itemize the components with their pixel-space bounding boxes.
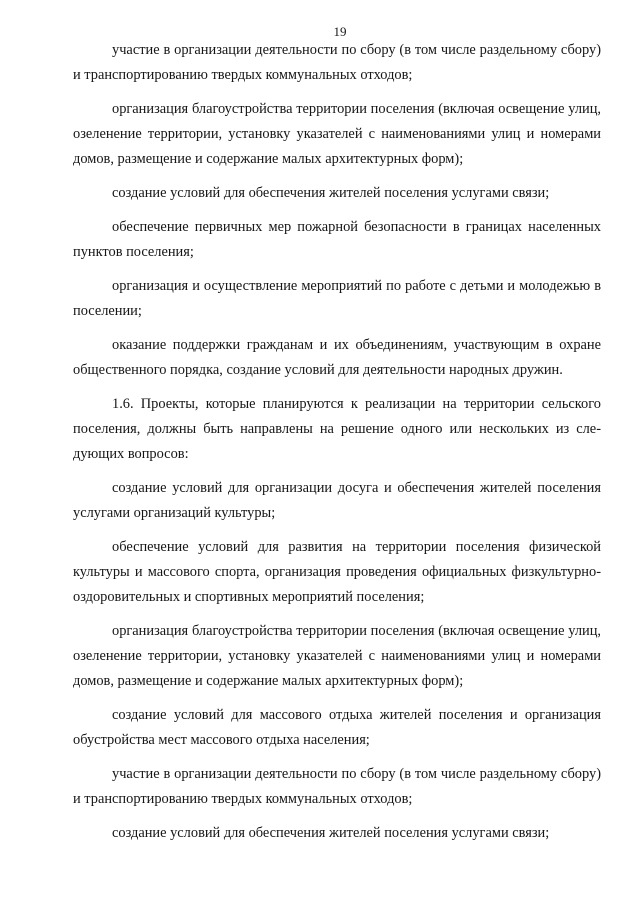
paragraph: создание условий для организации досуга и обеспечения жителей поселения услугами организаций культуры; (73, 480, 601, 521)
paragraph: оказание поддержки гражданам и их объединениям, участвующим в охране общественного порядка, создание условий для деятельности народных дружин. (73, 337, 601, 378)
paragraph: обеспечение условий для развития на территории поселения физической культуры и массового спорта, организация проведения официальных физкультурно-оздоровительных и спортивных мероприятий поселения; (73, 539, 601, 605)
paragraph: участие в организации деятельности по сбору (в том числе раздельному сбору) и транспортированию твердых коммунальных отходов; (73, 42, 601, 83)
document-body (73, 38, 601, 855)
paragraph: создание условий для обеспечения жителей поселения услугами связи; (112, 185, 550, 201)
paragraph: организация и осуществление мероприятий по работе с детьми и молодежью в поселении; (73, 278, 601, 319)
paragraph: организация благоустройства территории поселения (включая освещение улиц, озеленение территории, установку указателей с наименованиями улиц и номерами домов, размещение и содержание малых архитектурных форм); (73, 101, 601, 167)
paragraph: создание условий для обеспечения жителей поселения услугами связи; (112, 825, 550, 841)
paragraph: организация благоустройства территории поселения (включая освещение улиц, озеленение территории, установку указателей с наименованиями улиц и номерами домов, размещение и содержание малых архитектурных форм); (73, 623, 601, 689)
paragraph: обеспечение первичных мер пожарной безопасности в границах населенных пунктов поселения; (73, 219, 601, 260)
page-number: 19 (333, 24, 347, 39)
paragraph: участие в организации деятельности по сбору (в том числе раздельному сбору) и транспортированию твердых коммунальных отходов; (73, 766, 601, 807)
paragraph: создание условий для массового отдыха жителей поселения и организация обустройства мест массового отдыха населения; (73, 707, 601, 748)
section-paragraph: 1.6. Проекты, которые планируются к реализации на территории сельского поселения, должны быть направлены на решение одного или нескольких из следующих вопросов: (73, 396, 601, 462)
